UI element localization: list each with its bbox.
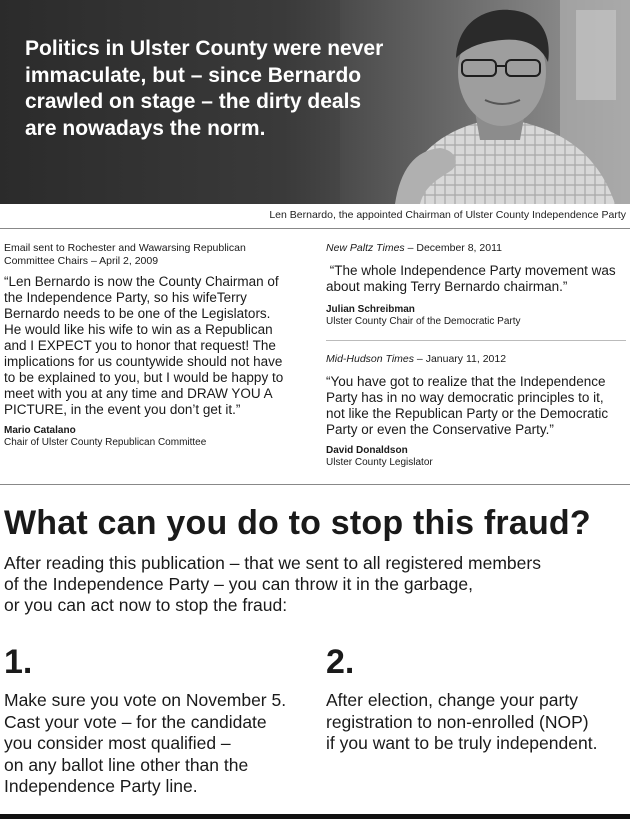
divider [0, 228, 630, 229]
step-2-text: After election, change your party registration to non-enrolled (NOP) if you want to be truly independent. [326, 690, 598, 753]
quote-author: Mario Catalano [4, 425, 76, 436]
publication-name: New Paltz Times [326, 242, 405, 254]
quote-author-title: Ulster County Legislator [326, 457, 433, 468]
cta-headline: What can you do to stop this fraud? [4, 504, 591, 542]
quote-source [326, 353, 626, 366]
quote-text: “Len Bernardo is now the County Chairman of the Independence Party, so his wifeTerry Bernardo needs to be one of the Legislators. He would like his wife to win as a Republican and I EXPECT you to honor that request! The implications for us countywide should not have to be explained to you, but I would be happy to meet with you at any time and DRAW YOU A PICTURE, in the event you don’t get it.” [4, 274, 284, 417]
step-1-text: Make sure you vote on November 5. Cast your vote – for the candidate you consider most qualified – on any ballot line other than the Independence Party line. [4, 690, 287, 796]
quote-author-title: Ulster County Chair of the Democratic Party [326, 316, 521, 327]
cta-intro: After reading this publication – that we sent to all registered members of the Independence Party – you can throw it in the garbage, or you can act now to stop the fraud: [4, 553, 541, 615]
publication-date: – January 11, 2012 [414, 353, 507, 365]
quote-source: Email sent to Rochester and Wawarsing Republican Committee Chairs – April 2, 2009 [4, 242, 246, 267]
quote-text: “The whole Independence Party movement was about making Terry Bernardo chairman.” [326, 263, 620, 294]
photo-caption: Len Bernardo, the appointed Chairman of Ulster County Independence Party [269, 209, 626, 221]
quote-divider [326, 340, 626, 341]
header-banner [0, 0, 630, 204]
quote-author: David Donaldson [326, 445, 408, 456]
publication-date: – December 8, 2011 [404, 242, 502, 254]
step-2-number: 2. [326, 643, 355, 681]
quote-source [326, 242, 626, 255]
step-1-number: 1. [4, 643, 33, 681]
quote-author-title: Chair of Ulster County Republican Committee [4, 437, 207, 448]
bottom-rule [0, 814, 630, 819]
quote-author: Julian Schreibman [326, 304, 415, 315]
quote-right-bottom [326, 353, 626, 469]
divider [0, 484, 630, 485]
quote-left [4, 242, 287, 449]
quote-right-top [326, 242, 626, 328]
quote-text: “You have got to realize that the Independence Party has in no way democratic principles to it, not like the Republican Party or the Democratic Party or even the Conservative Party.” [326, 374, 609, 437]
banner-headline: Politics in Ulster County were never immaculate, but – since Bernardo crawled on stage – the dirty deals are nowadays the norm. [25, 37, 384, 140]
publication-name: Mid-Hudson Times [326, 353, 415, 365]
